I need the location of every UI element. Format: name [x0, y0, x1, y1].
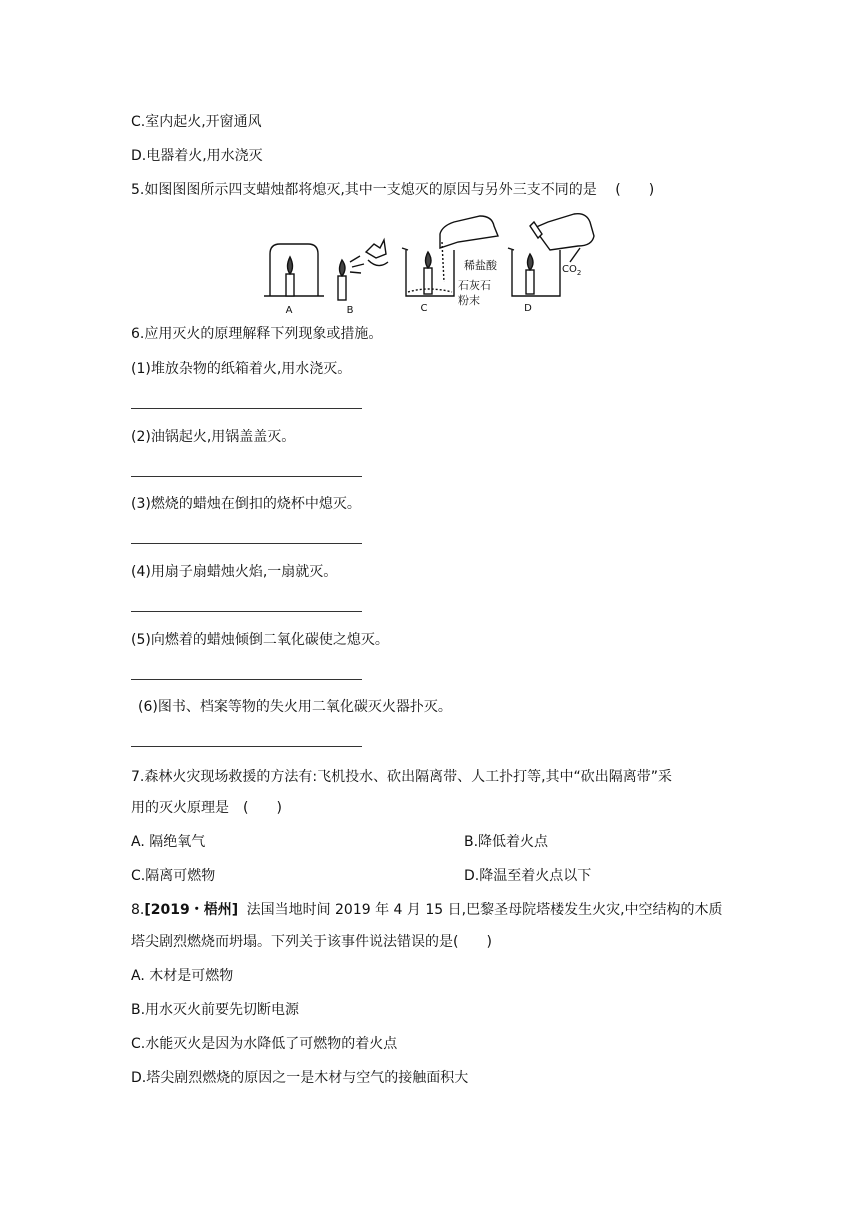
- q8-stem-line-2: 塔尖剧烈燃烧而坍塌。下列关于该事件说法错误的是( ): [131, 934, 492, 950]
- candle-experiment-figure: [258, 212, 598, 318]
- co2-label: $CO_2$: [562, 264, 582, 277]
- figure-label-a: A: [285, 305, 293, 316]
- answer-blank-5[interactable]: [131, 679, 362, 680]
- q8-stem-text: 法国当地时间 2019 年 4 月 15 日,巴黎圣母院塔楼发生火灾,中空结构的木质: [246, 902, 723, 918]
- q8-option-d: D.塔尖剧烈燃烧的原因之一是木材与空气的接触面积大: [131, 1070, 469, 1086]
- q4-option-c: C.室内起火,开窗通风: [131, 114, 262, 130]
- q7-option-b: B.降低着火点: [464, 834, 549, 850]
- answer-blank-3[interactable]: [131, 543, 362, 544]
- q8-option-a: A. 木材是可燃物: [131, 968, 234, 984]
- q5-stem: [131, 180, 654, 200]
- q5-answer-bracket: ( ): [615, 182, 655, 198]
- limestone-label: 石灰石: [458, 279, 491, 292]
- q8-option-b: B.用水灭火前要先切断电源: [131, 1002, 300, 1018]
- q8-option-c: C.水能灭火是因为水降低了可燃物的着火点: [131, 1036, 398, 1052]
- figure-label-c: C: [420, 303, 428, 314]
- dilute-hcl-label: 稀盐酸: [464, 259, 497, 272]
- q8-stem-line-1: [131, 900, 723, 920]
- q6-item-3: (3)燃烧的蜡烛在倒扣的烧杯中熄灭。: [131, 496, 361, 512]
- powder-label: 粉末: [458, 294, 480, 307]
- q6-item-2: (2)油锅起火,用锅盖盖灭。: [131, 429, 296, 445]
- q7-stem-line-1: 7.森林火灾现场救援的方法有:飞机投水、砍出隔离带、人工扑打等,其中“砍出隔离带”采: [131, 769, 673, 785]
- q8-source: [2019・梧州]: [144, 902, 239, 918]
- q7-option-c: C.隔离可燃物: [131, 868, 216, 884]
- answer-blank-4[interactable]: [131, 611, 362, 612]
- answer-blank-6[interactable]: [131, 746, 362, 747]
- figure-label-d: D: [524, 303, 532, 314]
- answer-blank-2[interactable]: [131, 476, 362, 477]
- q6-item-4: (4)用扇子扇蜡烛火焰,一扇就灭。: [131, 564, 338, 580]
- q7-option-a: A. 隔绝氧气: [131, 834, 206, 850]
- q6-stem: 6.应用灭火的原理解释下列现象或措施。: [131, 326, 383, 342]
- answer-blank-1[interactable]: [131, 408, 362, 409]
- q5-stem-text: 5.如图图图所示四支蜡烛都将熄灭,其中一支熄灭的原因与另外三支不同的是: [131, 182, 597, 198]
- q6-item-6: (6)图书、档案等物的失火用二氧化碳灭火器扑灭。: [138, 699, 452, 715]
- q4-option-d: D.电器着火,用水浇灭: [131, 148, 263, 164]
- figure-label-b: B: [346, 305, 354, 316]
- q7-stem-line-2: 用的灭火原理是 ( ): [131, 800, 282, 816]
- q6-item-1: (1)堆放杂物的纸箱着火,用水浇灭。: [131, 361, 352, 377]
- q6-item-5: (5)向燃着的蜡烛倾倒二氧化碳使之熄灭。: [131, 632, 389, 648]
- q8-number: 8.: [131, 902, 145, 918]
- q7-option-d: D.降温至着火点以下: [464, 868, 592, 884]
